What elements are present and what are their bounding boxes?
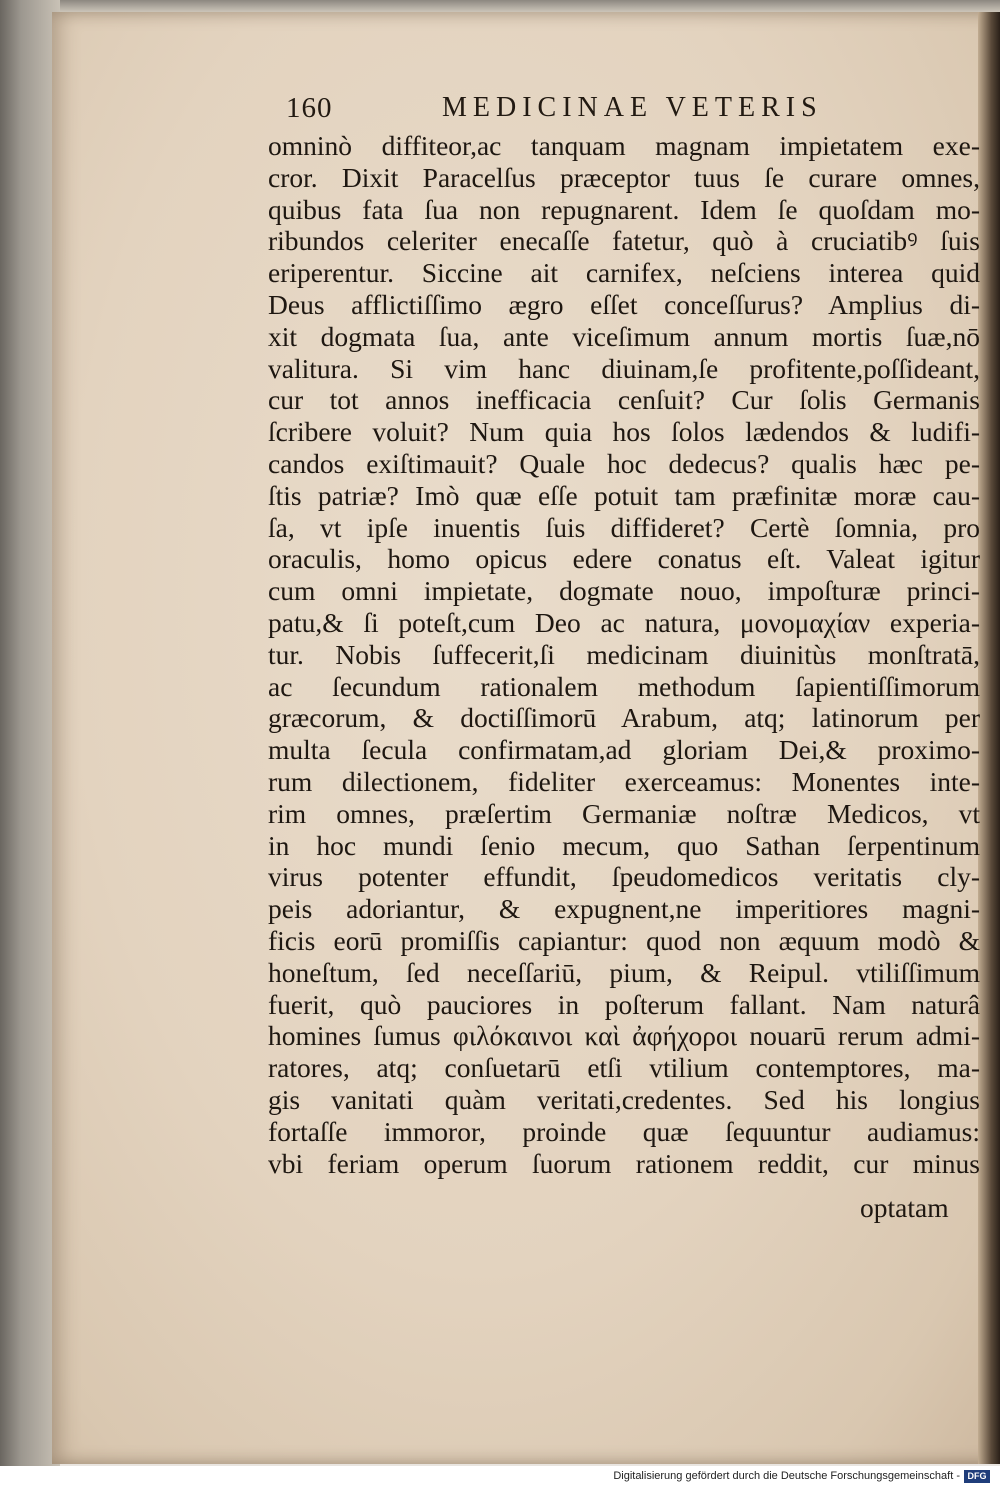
text-line: ſa, vt ipſe inuentis ſuis diffideret? Certè ſomnia, pro xyxy=(268,511,980,543)
text-line: rim omnes, præſertim Germaniæ noſtræ Medicos, vt xyxy=(268,797,980,829)
text-line: ratores, atq; conſuetarū etſi vtilium contemptores, ma- xyxy=(268,1052,980,1084)
text-line: virus potenter effundit, ſpeudomedicos veritatis cly- xyxy=(268,861,980,893)
text-line: quibus fata ſua non repugnarent. Idem ſe quoſdam mo- xyxy=(268,193,980,225)
text-line: ficis eorū promiſſis capiantur: quod non æquum modò & xyxy=(268,924,980,956)
text-line: ribundos celeriter enecaſſe fatetur, quò à cruciatibꝰ ſuis xyxy=(268,225,980,257)
text-line: multa ſecula confirmatam,ad gloriam Dei,& proximo- xyxy=(268,734,980,766)
text-line: cur tot annos inefficacia cenſuit? Cur ſolis Germanis xyxy=(268,384,980,416)
running-head: MEDICINAE VETERIS xyxy=(442,92,823,123)
text-line: vbi feriam operum ſuorum rationem reddit, cur minus xyxy=(268,1147,980,1179)
text-line: fuerit, quò pauciores in poſterum fallant. Nam naturâ xyxy=(268,988,980,1020)
catchword: optatam xyxy=(860,1192,949,1223)
body-text xyxy=(268,130,980,1179)
text-line: eriperentur. Siccine ait carnifex, neſciens interea quid xyxy=(268,257,980,289)
text-line: xit dogmata ſua, ante viceſimum annum mortis ſuæ,nō xyxy=(268,320,980,352)
text-line: omninò diffiteor,ac tanquam magnam impietatem exe- xyxy=(268,130,980,161)
text-line: gis vanitati quàm veritati,credentes. Sed his longius xyxy=(268,1083,980,1115)
text-line: valitura. Si vim hanc diuinam,ſe profitente,poſſideant, xyxy=(268,352,980,384)
text-line: ac ſecundum rationalem methodum ſapientiſſimorum xyxy=(268,670,980,702)
text-line: fortaſſe immoror, proinde quæ ſequuntur audiamus: xyxy=(268,1115,980,1147)
text-line: in hoc mundi ſenio mecum, quo Sathan ſerpentinum xyxy=(268,829,980,861)
text-line: Deus afflictiſſimo ægro eſſet conceſſurus? Amplius di- xyxy=(268,288,980,320)
scan-left-shadow xyxy=(0,0,60,1466)
text-line: honeſtum, ſed neceſſariū, pium, & Reipul. vtiliſſimum xyxy=(268,956,980,988)
text-line: homines ſumus φιλόκαινοι καὶ ἀφήχοροι nouarū rerum admi- xyxy=(268,1020,980,1052)
text-line: candos exiſtimauit? Quale hoc dedecus? qualis hæc pe- xyxy=(268,447,980,479)
page-number: 160 xyxy=(286,92,333,124)
dfg-logo-icon: DFG xyxy=(964,1470,990,1483)
text-line: rum dilectionem, fideliter exerceamus: Monentes inte- xyxy=(268,765,980,797)
page-header xyxy=(286,92,866,132)
text-line: ſcribere voluit? Num quia hos ſolos lædendos & ludifi- xyxy=(268,416,980,448)
text-line: patu,& ſi poteſt,cum Deo ac natura, μονομαχίαν experia- xyxy=(268,606,980,638)
text-line: cum omni impietate, dogmate nouo, impoſturæ princi- xyxy=(268,575,980,607)
text-line: ſtis patriæ? Imò quæ eſſe potuit tam præfinitæ moræ cau- xyxy=(268,479,980,511)
text-line: cror. Dixit Paracelſus præceptor tuus ſe curare omnes, xyxy=(268,161,980,193)
text-line: oraculis, homo opicus edere conatus eſt. Valeat igitur xyxy=(268,543,980,575)
text-line: tur. Nobis ſuffecerit,ſi medicinam diuinitùs monſtratā, xyxy=(268,638,980,670)
funding-credit: Digitalisierung gefördert durch die Deutsche Forschungsgemeinschaft - xyxy=(613,1470,960,1482)
text-line: peis adoriantur, & expugnent,ne imperitiores magni- xyxy=(268,893,980,925)
text-line: græcorum, & doctiſſimorū Arabum, atq; latinorum per xyxy=(268,702,980,734)
book-edge xyxy=(978,12,1000,1464)
